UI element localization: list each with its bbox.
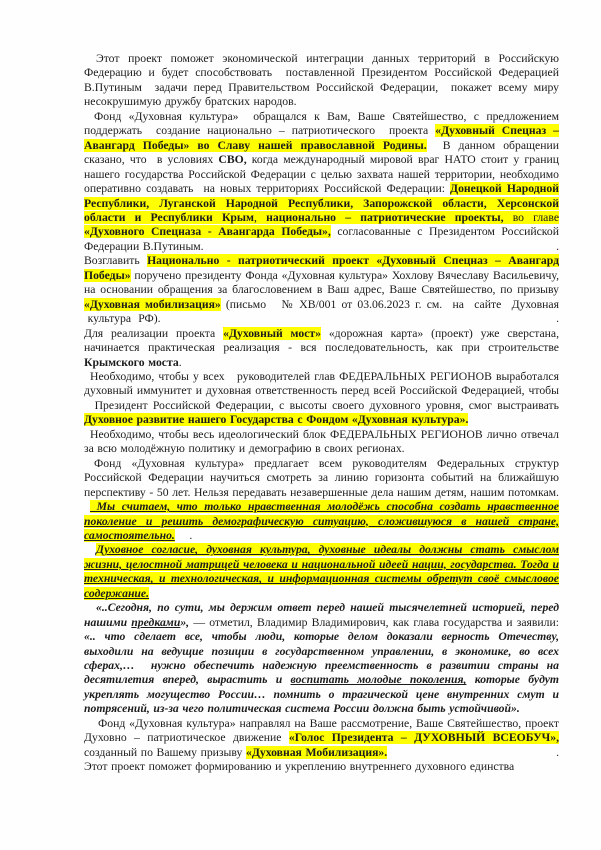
paragraph — [84, 254, 559, 326]
text-run: Фонд «Духовная культура» предлагает всем руководителям Федеральных структур Российской Федерации научиться смотреть за линию горизонта событий на ближайшую перспективу - 50 лет. Нельзя передавать незавершенные дела нашим детям, нашим потомкам. — [84, 456, 559, 499]
text-run: », — [180, 615, 190, 629]
text-run: Для реализации проекта — [84, 326, 224, 340]
paragraph — [84, 760, 559, 774]
text-run: Необходимо, чтобы у всех руководителей глав ФЕДЕРАЛЬНЫХ РЕГИОНОВ выработался духовный иммунитет и духовная ответственность перед всей Российской Федерацией, чтобы Президент Российской Федерации, с высоты своего духовного уровня, смог выстраивать — [84, 369, 559, 412]
text-run: Фонд «Духовная культура» направлял на Ваше рассмотрение, Ваше Святейшество, проект Духовно – патриотическое движение — [84, 716, 559, 745]
text-run: Крымского моста — [84, 355, 179, 369]
highlighted-text-run: «Духовная мобилизация» — [84, 297, 221, 311]
text-run: Этот проект поможет формированию и укреплению внутреннего духовного единства — [84, 760, 515, 774]
paragraph — [84, 428, 559, 457]
highlighted-text-run: Донецкой Народной Республики, Луганской Народной Республики, Запорожской области, Херсонской области и Республики Крым — [84, 182, 559, 224]
highlighted-text-run: , — [254, 210, 267, 224]
text-run: «дорожная карта» (проект) уже сверстана, начинается практическая реализация - вся последовательность, как при строительстве — [84, 326, 559, 355]
text-run: которые будут укреплять могущество России… помнить о трагической цене внутренних смут и потрясений, из-за чего политическая система России должна быть устойчивой». — [84, 673, 559, 716]
highlighted-text-run: «Духовного Спецназа - Авангарда Победы», — [84, 225, 331, 239]
text-run: Возглавить — [84, 254, 148, 268]
stray-period: . — [556, 239, 559, 253]
highlighted-text-run: Национально - патриотический проект «Духовный Спецназ – Авангард Победы» — [84, 254, 560, 282]
text-run: Необходимо, чтобы весь идеологический блок ФЕДЕРАЛЬНЫХ РЕГИОНОВ лично отвечал за всю молодёжную политику и демографию в своих регионах. — [84, 427, 559, 456]
highlighted-text-run: «Духовный Спецназ – Авангард Победы» во Славу нашей православной Родины. — [84, 124, 559, 152]
text-run: когда международный мировой враг НАТО стоит у границ нашего государства Российской Федерации с целью захвата нашей территории, необходимо оперативно создавать на новых территориях Российской Федерации: — [84, 153, 559, 196]
paragraph — [84, 601, 559, 717]
text-run: воспитать молодые поколения, — [290, 673, 467, 687]
text-run: предками — [131, 615, 181, 629]
document-body — [84, 52, 559, 775]
text-run: . — [178, 355, 182, 369]
text-run: СВО, — [218, 153, 247, 167]
text-run: созданный по Вашему призыву — [84, 745, 246, 759]
highlighted-text-run: «Духовная Мобилизация». — [245, 745, 388, 759]
highlighted-text-run: Духовное развитие нашего Государства с Фондом «Духовная культура». — [84, 413, 469, 427]
text-run: «..Сегодня, по сути, мы держим ответ перед нашей тысячелетней историей, перед нашими — [84, 601, 559, 629]
stray-period: . — [556, 312, 559, 326]
highlighted-text-run: Духовное согласие, духовная культура, духовные идеалы должны стать смыслом жизни, целостной матрицей человека и национальной идеей нации, государства. Тогда и техническая, и технологическая, и информационная системы обретут своё смысловое содержание. — [84, 543, 559, 600]
paragraph — [84, 370, 559, 428]
highlighted-text-run: Мы считаем, что только нравственная молодёжь способна создать нравственное поколение и решить демографическую ситуацию, сложившуюся в нашей стране, самостоятельно. — [84, 500, 559, 542]
paragraph — [84, 327, 559, 370]
paragraph — [84, 52, 559, 110]
highlighted-text-run: «Духовный мост» — [223, 326, 321, 340]
highlighted-text-run: «Голос Президента – ДУХОВНЫЙ ВСЕОБУЧ», — [288, 731, 559, 745]
text-run: . — [174, 528, 193, 542]
text-run: Фонд «Духовная культура» обращался к Вам, Ваше Святейшество, с предложением поддержать создание национально – патриотического проекта — [84, 109, 559, 138]
text-run: «.. что сделает все, чтобы люди, которые делом доказали верность Отечеству, выходили на ведущие позиции в государственном управлении, в экономике, во всех сферах,… нужно обеспечить надежную преемственность в развитии страны на десятилетия вперед, вырастить и — [84, 630, 559, 687]
stray-period: . — [556, 745, 559, 759]
paragraph — [84, 543, 559, 601]
text-run: (письмо № ХВ/001 от 03.06.2023 г. см. на сайте Духовная культура РФ). — [84, 297, 559, 326]
paragraph — [84, 457, 559, 500]
text-run: Этот проект поможет экономической интеграции данных территорий в Российскую Федерацию и будет способствовать поставленной Президентом Российской Федерацией В.Путиным задачи перед Правительством Российской Федерации, покажет всему миру несокрушимую дружбу братских народов. — [84, 52, 559, 109]
highlighted-text-run: во главе — [503, 210, 560, 224]
paragraph — [84, 500, 559, 543]
text-run: В данном обращении сказано, что в условиях — [84, 138, 559, 167]
text-run: — отметил, Владимир Владимирович, как глава государства и заявили: — [189, 615, 559, 629]
text-run: поручено президенту Фонда «Духовная культура» Хохлову Вячеславу Васильевичу, на основании обращения за благословением в Ваш адрес, Ваше Святейшество, по призыву — [84, 268, 559, 297]
paragraph — [84, 110, 559, 255]
paragraph — [84, 717, 559, 760]
text-run: согласованные с Президентом Российской Федерации В.Путиным. — [84, 225, 559, 253]
highlighted-text-run: национально – патриотические проекты, — [266, 210, 504, 224]
